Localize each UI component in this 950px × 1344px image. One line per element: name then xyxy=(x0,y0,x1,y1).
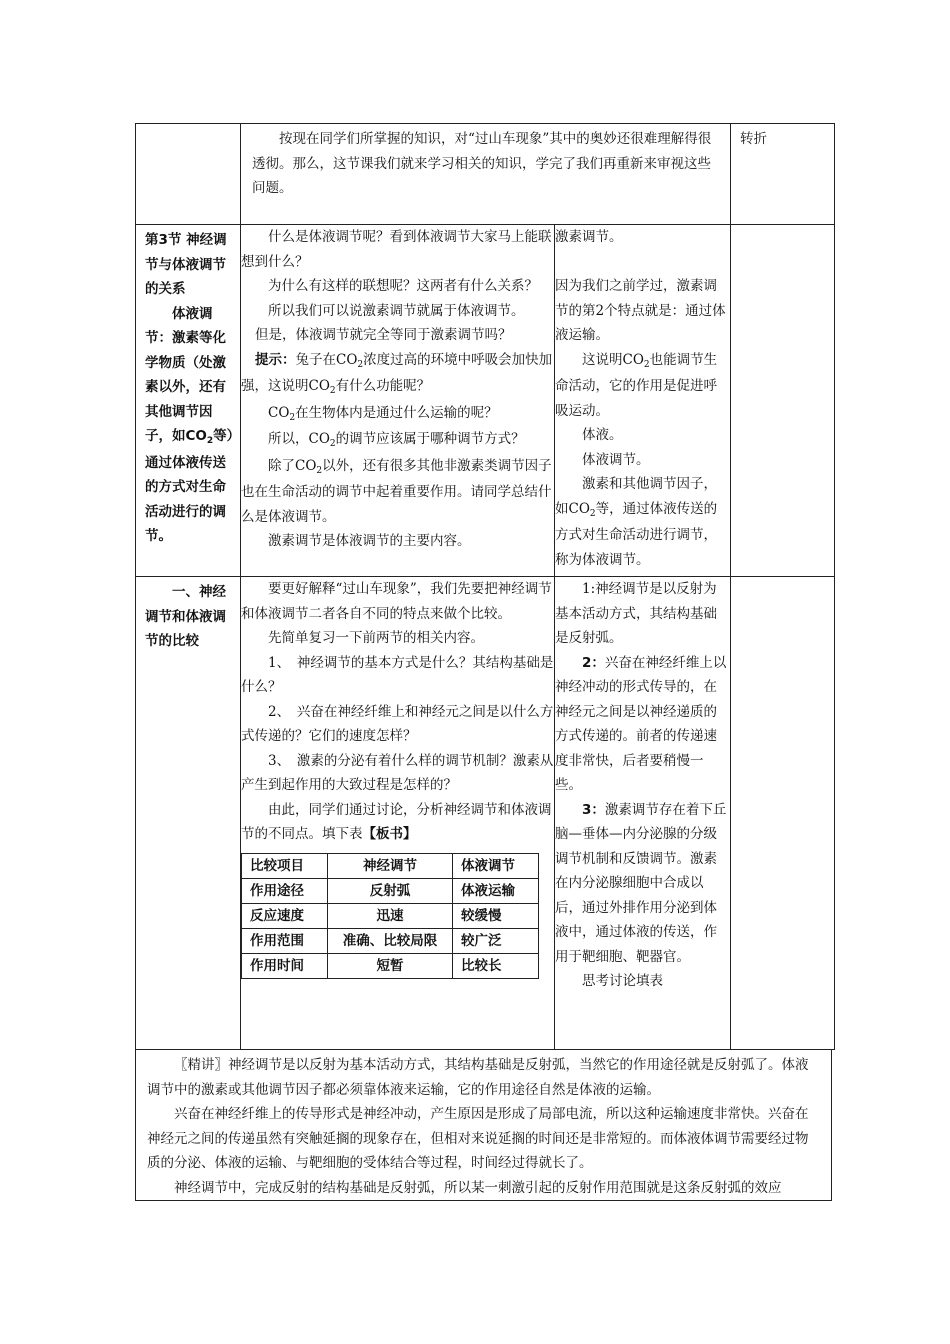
hint: 提示：兔子在$CO_2$浓度过高的环境中呼吸会加快加强，这说明$CO_2$有什么功能呢？ xyxy=(241,351,553,396)
explanation-paragraph-3: 神经调节中，完成反射的结构基础是反射弧，所以某一刺激引起的反射作用范围就是这条反射弧的效应 xyxy=(174,1179,782,1196)
question-1: 什么是体液调节呢？看到体液调节大家马上能联想到什么？ xyxy=(241,229,552,270)
topic-cell xyxy=(136,225,241,577)
section-definition: 体液调节：激素等化学物质（处激素以外，还有其他调节因子，如$CO_2$等）通过体液传送的方式对生命活动进行的调节。 xyxy=(145,305,234,544)
table-cell: 较广泛 xyxy=(453,928,539,953)
note-cell xyxy=(731,124,835,225)
teacher-cell xyxy=(241,225,555,577)
table-cell: 迅速 xyxy=(328,903,453,928)
answer-6: 激素和其他调节因子，如$CO_2$等，通过体液传送的方式对生命活动进行调节，称为体液调节。 xyxy=(555,476,718,568)
topic-cell xyxy=(136,577,241,1050)
table-cell: 准确、比较局限 xyxy=(328,928,453,953)
header-nerve: 神经调节 xyxy=(328,853,453,878)
answer-4: 体液。 xyxy=(582,427,623,443)
answer-2: 2：兴奋在神经纤维上以神经冲动的形式传导的，在神经元之间是以神经递质的方式传递的。前者的传递速度非常快，后者要稍慢一些。 xyxy=(555,654,727,793)
comparison-table xyxy=(241,853,539,979)
answer-2: 因为我们之前学过，激素调节的第2个特点就是：通过体液运输。 xyxy=(555,278,726,343)
table-cell: 比较长 xyxy=(453,953,539,978)
review-question-3: 3、 激素的分泌有着什么样的调节机制？激素从产生到起作用的大致过程是怎样的？ xyxy=(241,752,554,793)
table-cell: 反应速度 xyxy=(242,903,328,928)
table-cell: 反射弧 xyxy=(328,878,453,903)
question-4: 但是，体液调节就完全等同于激素调节吗？ xyxy=(255,327,512,343)
comparison-header-row xyxy=(242,853,539,878)
header-humoral: 体液调节 xyxy=(453,853,539,878)
comparison-title: 一、神经调节和体液调节的比较 xyxy=(145,584,226,649)
table-row xyxy=(242,878,539,903)
teacher-cell xyxy=(241,577,555,1050)
section-title: 第3节 神经调节与体液调节的关系 xyxy=(145,232,227,297)
intro-question: 要更好解释“过山车现象”，我们先要把神经调节和体液调节二者各自不同的特点来做个比较。 xyxy=(241,581,552,622)
note-cell-empty xyxy=(731,225,835,577)
question-6: $CO_2$在生物体内是通过什么运输的呢？ xyxy=(268,404,498,423)
discussion-prompt: 由此，同学们通过讨论，分析神经调节和体液调节的不同点。填下表【板书】 xyxy=(241,801,552,842)
table-cell: 作用途径 xyxy=(242,878,328,903)
table-cell: 体液运输 xyxy=(453,878,539,903)
intro-paragraph: 按现在同学们所掌握的知识，对“过山车现象”其中的奥妙还很难理解得很透彻。那么，这节课我们就来学习相关的知识，学完了我们再重新来审视这些问题。 xyxy=(252,131,712,196)
review-line: 先简单复习一下前两节的相关内容。 xyxy=(268,630,484,646)
row-comparison xyxy=(136,577,835,1050)
question-8: 除了$CO_2$以外，还有很多其他非激素类调节因子也在生命活动的调节中起着重要作用。请同学总结什么是体液调节。 xyxy=(241,457,552,525)
table-cell: 短暂 xyxy=(328,953,453,978)
answer-1: 激素调节。 xyxy=(555,229,623,245)
statement-3: 所以我们可以说激素调节就属于体液调节。 xyxy=(268,302,525,319)
explanation-paragraph-1: 〖精讲〗神经调节是以反射为基本活动方式，其结构基础是反射弧，当然它的作用途径就是反射弧了。体液调节中的激素或其他调节因子都必须靠体液来运输，它的作用途径自然是体液的运输。 xyxy=(147,1057,809,1098)
header-item: 比较项目 xyxy=(242,853,328,878)
answer-3: 3：激素调节存在着下丘脑—垂体—内分泌腺的分级调节机制和反馈调节。激素在内分泌腺细胞中合成以后，通过外排作用分泌到体液中，通过体液的传送，作用于靶细胞、靶器官。 xyxy=(555,801,727,965)
question-7: 所以，$CO_2$的调节应该属于哪种调节方式？ xyxy=(268,431,525,449)
table-row xyxy=(242,953,539,978)
lesson-table xyxy=(135,123,835,1050)
question-2: 为什么有这样的联想呢？这两者有什么关系？ xyxy=(268,278,538,294)
answer-5: 体液调节。 xyxy=(582,451,650,468)
answer-1: 1:神经调节是以反射为基本活动方式，其结构基础是反射弧。 xyxy=(555,581,717,646)
note-text: 转折 xyxy=(740,131,767,147)
topic-cell-empty xyxy=(136,124,241,225)
answer-4: 思考讨论填表 xyxy=(582,973,663,989)
explanation-paragraph-2: 兴奋在神经纤维上的传导形式是神经冲动，产生原因是形成了局部电流，所以这种运输速度非常快。兴奋在神经元之间的传递虽然有突触延搁的现象存在，但相对来说延搁的时间还是非常短的。而体液体调节需要经过物质的分泌、体液的运输、与靶细胞的受体结合等过程，时间经过得就长了。 xyxy=(147,1106,809,1171)
statement-9: 激素调节是体液调节的主要内容。 xyxy=(268,533,471,549)
student-cell xyxy=(555,225,731,577)
row-section3 xyxy=(136,225,835,577)
content-cell xyxy=(241,124,731,225)
table-row xyxy=(242,928,539,953)
review-question-2: 2、 兴奋在神经纤维上和神经元之间是以什么方式传递的？它们的速度怎样？ xyxy=(241,703,554,744)
lesson-plan-page xyxy=(135,123,834,1201)
table-cell: 较缓慢 xyxy=(453,903,539,928)
table-row xyxy=(242,903,539,928)
review-question-1: 1、 神经调节的基本方式是什么？其结构基础是什么？ xyxy=(241,654,554,695)
note-cell-empty xyxy=(731,577,835,1050)
answer-3: 这说明$CO_2$也能调节生命活动，它的作用是促进呼吸运动。 xyxy=(555,351,718,419)
student-cell xyxy=(555,577,731,1050)
table-cell: 作用时间 xyxy=(242,953,328,978)
row-intro xyxy=(136,124,835,225)
table-cell: 作用范围 xyxy=(242,928,328,953)
explanation-block xyxy=(135,1050,832,1201)
